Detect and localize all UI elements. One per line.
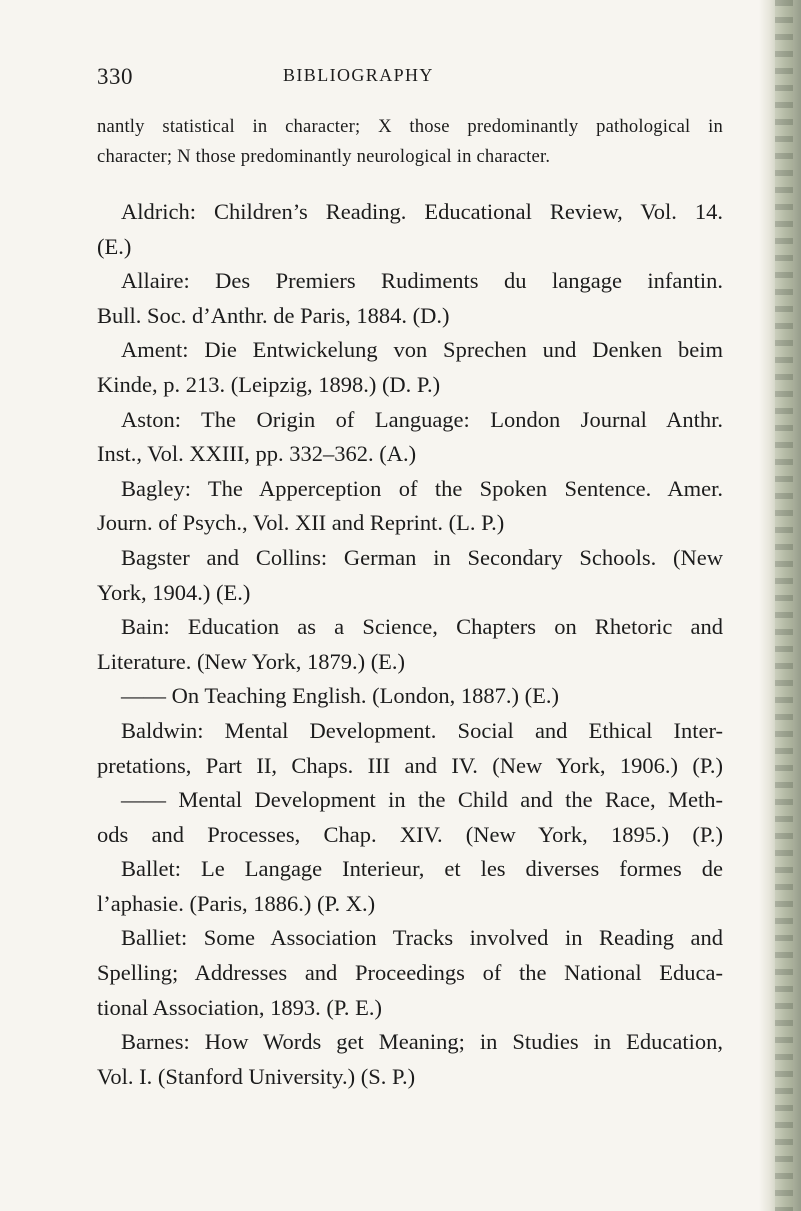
entry-line: Literature. (New York, 1879.) (E.) <box>97 648 406 674</box>
entry-line: Bagster and Collins: German in Secondary Schools. (New <box>121 544 723 570</box>
entry-line: Aldrich: Children’s Reading. Educational Review, Vol. 14. <box>121 199 723 224</box>
continuation-line: nantly statistical in character; X those predominantly pathological in <box>97 116 723 137</box>
entry-line: —— On Teaching English. (London, 1887.) (E.) <box>121 683 559 709</box>
running-title: BIBLIOGRAPHY <box>283 65 434 85</box>
bibliography-entry <box>97 195 723 264</box>
entry-line: Ament: Die Entwickelung von Sprechen und Denken beim <box>121 337 723 363</box>
bibliography-entry <box>97 783 723 852</box>
entry-line: (E.) <box>97 233 132 259</box>
entry-line: tional Association, 1893. (P. E.) <box>97 994 382 1020</box>
entry-line: Journ. of Psych., Vol. XII and Reprint. (L. P.) <box>97 510 505 536</box>
entry-line: pretations, Part II, Chaps. III and IV. (New York, 1906.) (P.) <box>97 752 723 778</box>
entry-line: Bain: Education as a Science, Chapters on Rhetoric and <box>121 614 723 640</box>
entry-line: Inst., Vol. XXIII, pp. 332–362. (A.) <box>97 441 417 467</box>
entry-line: Barnes: How Words get Meaning; in Studies in Education, <box>121 1029 723 1055</box>
entry-line: Balliet: Some Association Tracks involved in Reading and <box>121 925 723 951</box>
bibliography-entry <box>97 1025 723 1094</box>
entry-line: Bull. Soc. d’Anthr. de Paris, 1884. (D.) <box>97 302 450 328</box>
bibliography-entry <box>97 264 723 333</box>
bibliography-entry <box>97 333 723 402</box>
bibliography-entry <box>97 714 723 783</box>
continuation-text <box>97 112 723 172</box>
bibliography-entry <box>97 679 723 714</box>
bibliography-entry <box>97 852 723 921</box>
entry-line: Baldwin: Mental Development. Social and Ethical Inter- <box>121 717 723 743</box>
entry-line: l’aphasie. (Paris, 1886.) (P. X.) <box>97 890 376 916</box>
entry-line: ods and Processes, Chap. XIV. (New York, 1895.) (P.) <box>97 821 723 847</box>
entry-line: York, 1904.) (E.) <box>97 579 251 605</box>
bibliography-entry <box>97 921 723 1025</box>
page-binding-texture <box>775 0 793 1211</box>
entry-line: Ballet: Le Langage Interieur, et les diverses formes de <box>121 856 723 882</box>
entry-line: —— Mental Development in the Child and the Race, Meth- <box>121 787 723 813</box>
bibliography-entry <box>97 610 723 679</box>
bibliography-entry <box>97 541 723 610</box>
page-number: 330 <box>97 64 133 89</box>
continuation-line: character; N those predominantly neurological in character. <box>97 146 551 167</box>
entry-line: Bagley: The Apperception of the Spoken Sentence. Amer. <box>121 475 723 501</box>
entry-line: Allaire: Des Premiers Rudiments du langage infantin. <box>121 268 723 294</box>
bibliography-entry <box>97 472 723 541</box>
entry-line: Kinde, p. 213. (Leipzig, 1898.) (D. P.) <box>97 371 441 397</box>
running-head <box>97 64 717 94</box>
bibliography-entry <box>97 403 723 472</box>
bibliography-entries <box>97 195 723 1094</box>
entry-line: Spelling; Addresses and Proceedings of the National Educa- <box>97 960 723 986</box>
entry-line: Vol. I. (Stanford University.) (S. P.) <box>97 1063 416 1089</box>
entry-line: Aston: The Origin of Language: London Journal Anthr. <box>121 406 723 432</box>
